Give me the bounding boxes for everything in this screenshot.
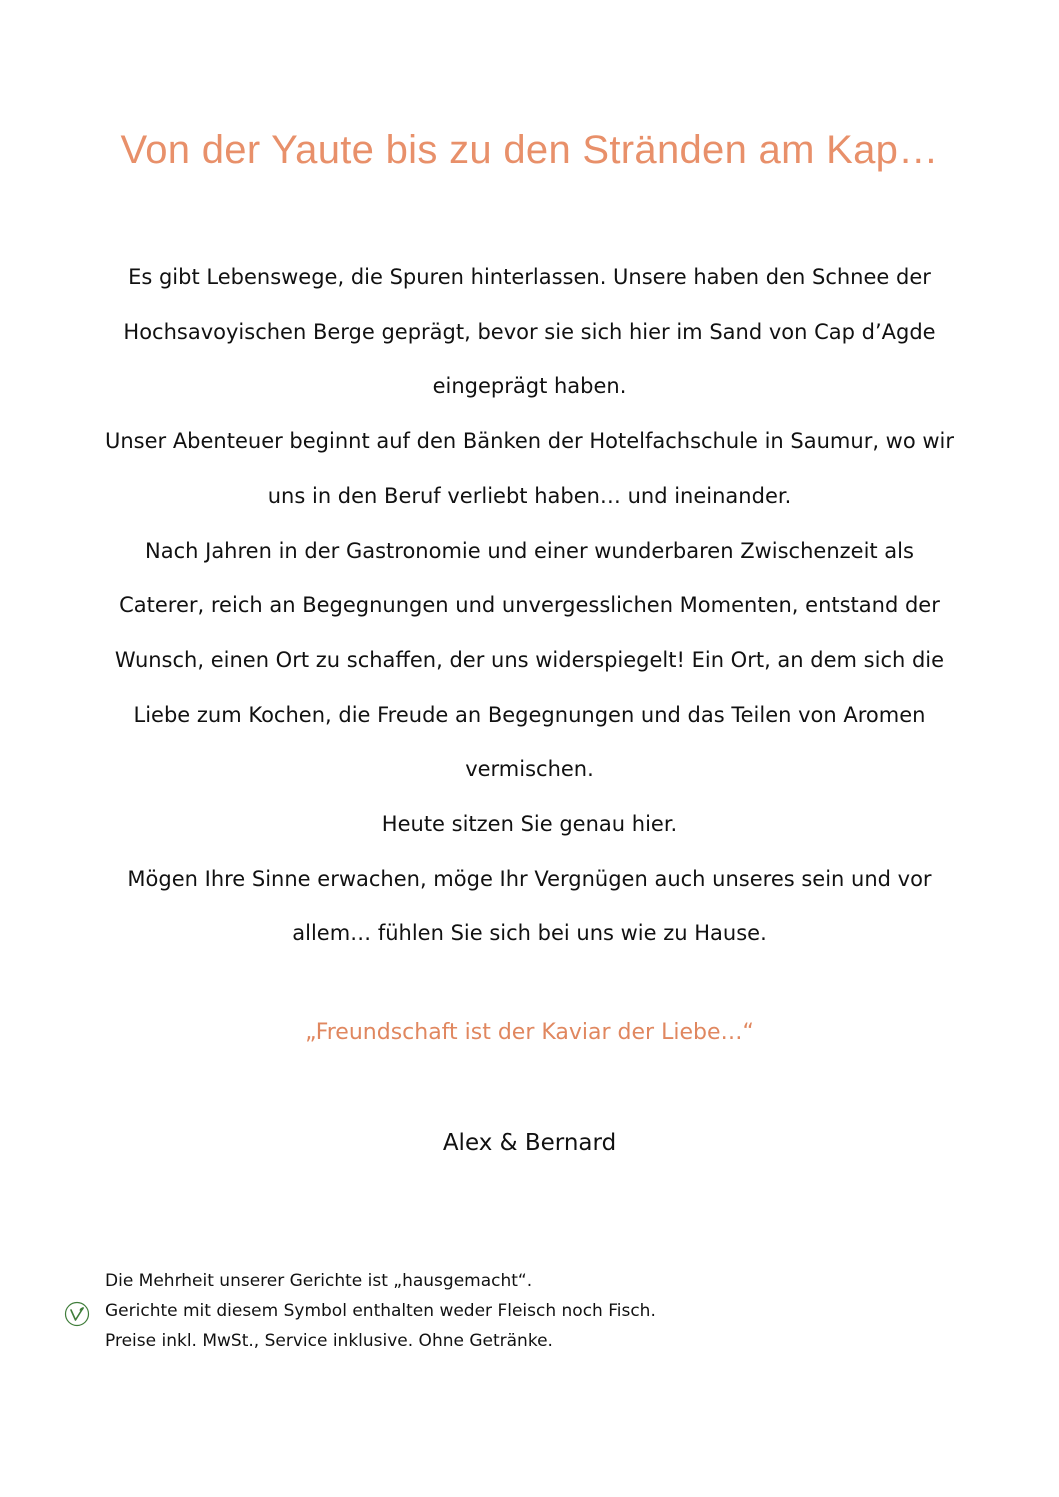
vegetarian-leaf-icon — [64, 1301, 90, 1327]
story-text — [100, 250, 959, 961]
note-homemade: Die Mehrheit unserer Gerichte ist „hausgemacht“. — [105, 1271, 533, 1291]
page-title: Von der Yaute bis zu den Stränden am Kap… — [120, 128, 939, 172]
story-paragraph: Unser Abenteuer beginnt auf den Bänken der Hotelfachschule in Saumur, wo wir uns in den Beruf verliebt haben… und ineinander. — [104, 429, 955, 508]
story-paragraph: Mögen Ihre Sinne erwachen, möge Ihr Vergnügen auch unseres sein und vor allem… fühlen Sie sich bei uns wie zu Hause. — [127, 866, 932, 946]
story-paragraph: Es gibt Lebenswege, die Spuren hinterlassen. Unsere haben den Schnee der Hochsavoyischen Berge geprägt, bevor sie sich hier im Sand von Cap d’Agde eingeprägt haben. — [123, 265, 936, 399]
menu-notes — [105, 1266, 656, 1356]
story-paragraph: Nach Jahren in der Gastronomie und einer wunderbaren Zwischenzeit als Caterer, reich an Begegnungen und unvergesslichen Momenten, entstand der Wunsch, einen Ort zu schaffen, der uns widerspiegelt! Ein Ort, an dem sich die Liebe zum Kochen, die Freude an Begegnungen und das Teilen von Aromen vermischen. — [114, 538, 945, 782]
note-vegetarian — [105, 1296, 656, 1326]
story-paragraph: Heute sitzen Sie genau hier. — [381, 812, 678, 837]
signature: Alex & Bernard — [442, 1130, 617, 1156]
quote: „Freundschaft ist der Kaviar der Liebe…“ — [305, 1020, 754, 1045]
note-vegetarian-text: Gerichte mit diesem Symbol enthalten weder Fleisch noch Fisch. — [105, 1301, 656, 1321]
note-prices: Preise inkl. MwSt., Service inklusive. Ohne Getränke. — [105, 1331, 553, 1351]
